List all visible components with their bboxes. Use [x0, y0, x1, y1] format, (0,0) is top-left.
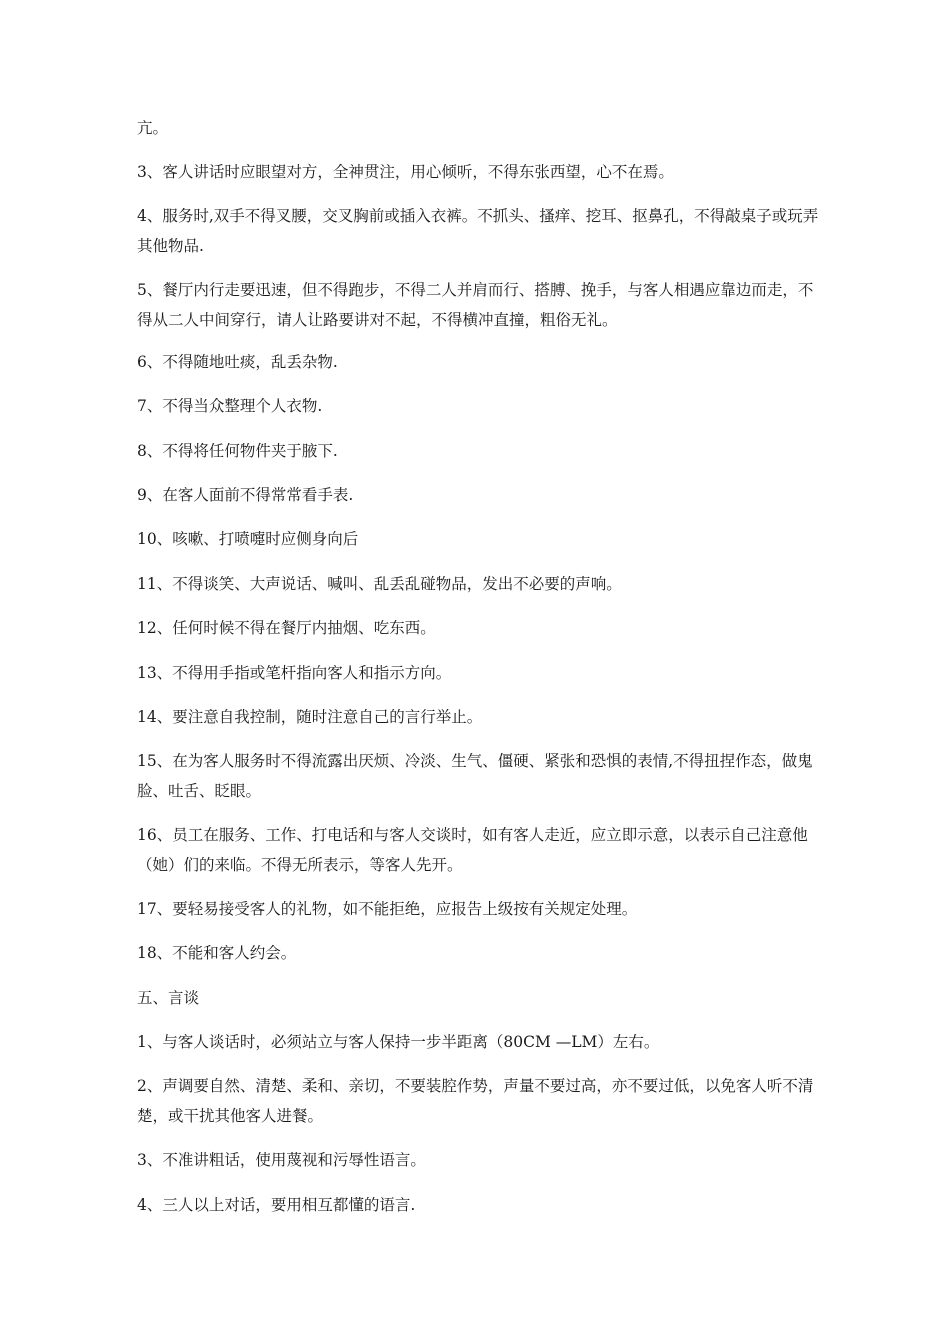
rule-item-15: 15、在为客人服务时不得流露出厌烦、冷淡、生气、僵硬、紧张和恐惧的表情,不得扭捏作态，做鬼脸、吐舌、眨眼。: [137, 752, 813, 800]
rule-item-5: 5、餐厅内行走要迅速，但不得跑步，不得二人并肩而行、搭膊、挽手，与客人相遇应靠边而走，不得从二人中间穿行，请人让路要讲对不起，不得横冲直撞，粗俗无礼。: [137, 281, 814, 329]
speech-item-3: 3、不准讲粗话，使用蔑视和污辱性语言。: [137, 1151, 426, 1169]
rule-item-7: 7、不得当众整理个人衣物.: [137, 397, 323, 415]
rule-item-18: 18、不能和客人约会。: [137, 944, 297, 962]
speech-item-2: 2、声调要自然、清楚、柔和、亲切，不要装腔作势，声量不要过高，亦不要过低，以免客人听不清楚，或干扰其他客人进餐。: [137, 1077, 814, 1125]
rule-item-12: 12、任何时候不得在餐厅内抽烟、吃东西。: [137, 619, 436, 637]
section-heading: 五、言谈: [137, 989, 200, 1007]
rule-item-10: 10、咳嗽、打喷嚏时应侧身向后: [137, 530, 359, 548]
rule-item-6: 6、不得随地吐痰，乱丢杂物.: [137, 353, 338, 371]
rule-item-13: 13、不得用手指或笔杆指向客人和指示方向。: [137, 664, 452, 682]
rule-item-9: 9、在客人面前不得常常看手表.: [137, 486, 354, 504]
rule-item-8: 8、不得将任何物件夹于腋下.: [137, 442, 338, 460]
rule-item-16: 16、员工在服务、工作、打电话和与客人交谈时，如有客人走近，应立即示意，以表示自己注意他（她）们的来临。不得无所表示，等客人先开。: [137, 826, 808, 874]
rule-item-4: 4、服务时,双手不得叉腰，交叉胸前或插入衣裤。不抓头、搔痒、挖耳、抠鼻孔，不得敲桌子或玩弄其他物品.: [137, 207, 819, 255]
speech-item-1: 1、与客人谈话时，必须站立与客人保持一步半距离（80CM —LM）左右。: [137, 1033, 660, 1051]
speech-item-4: 4、三人以上对话，要用相互都懂的语言.: [137, 1196, 416, 1214]
rule-item-11: 11、不得谈笑、大声说话、喊叫、乱丢乱碰物品，发出不必要的声响。: [137, 575, 622, 593]
paragraph-continuation: 亢。: [137, 119, 169, 137]
rule-item-17: 17、要轻易接受客人的礼物，如不能拒绝，应报告上级按有关规定处理。: [137, 900, 638, 918]
rule-item-3: 3、客人讲话时应眼望对方，全神贯注，用心倾听，不得东张西望，心不在焉。: [137, 163, 674, 181]
rule-item-14: 14、要注意自我控制，随时注意自己的言行举止。: [137, 708, 483, 726]
